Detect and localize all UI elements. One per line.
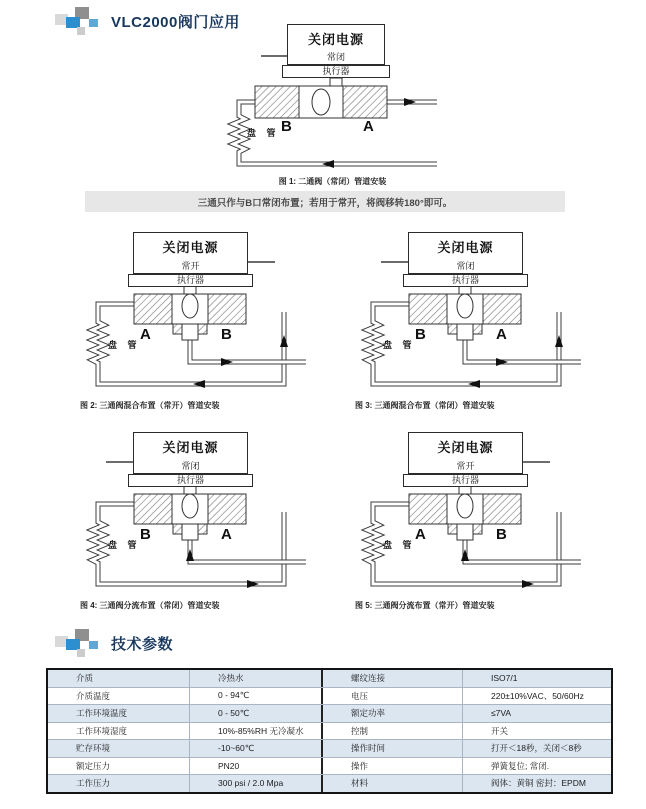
actuator-label: 执行器 — [403, 474, 528, 487]
valve-state-label: 常闭 — [326, 52, 345, 62]
power-off-label: 关闭电源 — [307, 32, 364, 47]
actuator-label: 执行器 — [128, 474, 253, 487]
flow-arrow-up — [280, 335, 288, 347]
valve-ball — [457, 494, 473, 518]
port-left-label: B — [140, 526, 151, 543]
power-off-label: 关闭电源 — [437, 440, 494, 455]
valve-state-label: 常开 — [181, 261, 200, 271]
param-label: 操作时间 — [323, 740, 463, 757]
port-right-label: B — [221, 326, 232, 343]
pipe-outlet-run — [465, 540, 581, 562]
flow-arrow-left — [322, 160, 334, 168]
param-label: 螺纹连接 — [323, 670, 463, 687]
figure-caption: 图 1: 二通阀（常闭）管道安装 — [278, 177, 387, 186]
figure-3-three-way-mixing-nc — [353, 232, 583, 412]
port-right-label: A — [496, 326, 507, 343]
power-off-label: 关闭电源 — [162, 440, 219, 455]
table-row — [48, 740, 611, 758]
table-row — [48, 723, 611, 741]
actuator-box — [408, 432, 523, 474]
param-label: 材料 — [323, 775, 463, 792]
valve-ball — [182, 494, 198, 518]
brand-pixels-icon — [55, 6, 99, 36]
port-right-label: B — [496, 526, 507, 543]
valve-body — [255, 78, 387, 118]
flow-arrow-left — [468, 380, 480, 388]
coil-label: 盘 管 — [247, 128, 280, 138]
table-row — [48, 670, 611, 688]
param-value: 220±10%VAC、50/60Hz — [491, 690, 584, 701]
valve-ball — [182, 294, 198, 318]
param-value: 开关 — [491, 725, 509, 736]
coil-label: 盘 管 — [108, 340, 141, 350]
applications-title: VLC2000阀门应用 — [111, 13, 240, 31]
table-row — [48, 758, 611, 776]
valve-ball — [312, 89, 330, 115]
param-label: 工作环境温度 — [48, 705, 190, 722]
param-value: -10~60℃ — [190, 740, 323, 757]
port-left-label: B — [415, 326, 426, 343]
applications-section-header — [55, 6, 240, 36]
param-label: 额定功率 — [323, 705, 463, 722]
param-label: 电压 — [323, 688, 463, 705]
flow-arrow-right — [404, 98, 416, 106]
power-off-label: 关闭电源 — [162, 240, 219, 255]
actuator-box — [133, 432, 248, 474]
flow-arrow-up — [461, 549, 469, 561]
param-label: 控制 — [323, 723, 463, 740]
specs-title: 技术参数 — [111, 635, 174, 653]
flow-arrow-up — [555, 335, 563, 347]
port-right-label: A — [363, 118, 374, 135]
param-value: 300 psi / 2.0 Mpa — [190, 775, 323, 792]
actuator-box — [133, 232, 248, 274]
flow-arrow-right — [522, 580, 534, 588]
figure-caption: 图 2: 三通阀混合布置（常开）管道安装 — [80, 401, 220, 410]
param-label: 操作 — [323, 758, 463, 775]
brand-pixels-icon — [55, 628, 99, 658]
param-value: PN20 — [190, 758, 323, 775]
param-label: 工作环境湿度 — [48, 723, 190, 740]
figure-1-two-way-valve — [225, 24, 440, 190]
param-value: 冷热水 — [190, 670, 323, 687]
figure-2-three-way-mixing-no — [78, 232, 308, 412]
table-row — [48, 705, 611, 723]
actuator-label: 执行器 — [403, 274, 528, 287]
table-row — [48, 688, 611, 706]
actuator-label: 执行器 — [282, 65, 390, 78]
param-value: 弹簧复位; 常闭. — [491, 760, 550, 771]
param-label: 额定压力 — [48, 758, 190, 775]
actuator-label: 执行器 — [128, 274, 253, 287]
actuator-box — [408, 232, 523, 274]
flow-arrow-right — [247, 580, 259, 588]
port-left-label: A — [140, 326, 151, 343]
param-label: 贮存环境 — [48, 740, 190, 757]
flow-arrow-left — [193, 380, 205, 388]
figure-caption: 图 3: 三通阀混合布置（常闭）管道安装 — [355, 401, 495, 410]
flow-arrow-up — [186, 549, 194, 561]
param-value: 0 - 50℃ — [190, 705, 323, 722]
param-value: ISO7/1 — [491, 673, 518, 684]
pipe-outlet-run — [190, 340, 306, 362]
param-value: 打开＜18秒，关闭＜8秒 — [491, 743, 582, 754]
figure-5-three-way-diverting-no — [353, 432, 583, 612]
valve-state-label: 常闭 — [456, 261, 475, 271]
figure-4-three-way-diverting-nc — [78, 432, 308, 612]
valve-state-label: 常闭 — [181, 461, 200, 471]
coil-label: 盘 管 — [108, 540, 141, 550]
flow-arrow-right — [221, 358, 233, 366]
actuator-box — [287, 24, 385, 65]
coil-label: 盘 管 — [383, 540, 416, 550]
figure-caption: 图 5: 三通阀分流布置（常开）管道安装 — [355, 601, 495, 610]
pipe-outlet-run — [465, 340, 581, 362]
coil-label: 盘 管 — [383, 340, 416, 350]
param-value: 10%-85%RH 无冷凝水 — [190, 723, 323, 740]
param-value: ≤7VA — [491, 708, 512, 719]
specs-section-header — [55, 628, 173, 658]
note-banner: 三通只作与B口常闭布置；若用于常开，将阀移转180°即可。 — [85, 191, 565, 212]
table-row — [48, 775, 611, 792]
specs-table — [46, 668, 613, 794]
port-left-label: B — [281, 118, 292, 135]
param-value: 阀体：黄铜 密封：EPDM — [491, 778, 586, 789]
power-off-label: 关闭电源 — [437, 240, 494, 255]
valve-state-label: 常开 — [456, 461, 475, 471]
figure-caption: 图 4: 三通阀分流布置（常闭）管道安装 — [80, 601, 220, 610]
param-label: 介质 — [48, 670, 190, 687]
param-value: 0 - 94℃ — [190, 688, 323, 705]
pipe-outlet-run — [190, 540, 306, 562]
flow-arrow-right — [496, 358, 508, 366]
param-label: 介质温度 — [48, 688, 190, 705]
param-label: 工作压力 — [48, 775, 190, 792]
valve-ball — [457, 294, 473, 318]
port-right-label: A — [221, 526, 232, 543]
port-left-label: A — [415, 526, 426, 543]
